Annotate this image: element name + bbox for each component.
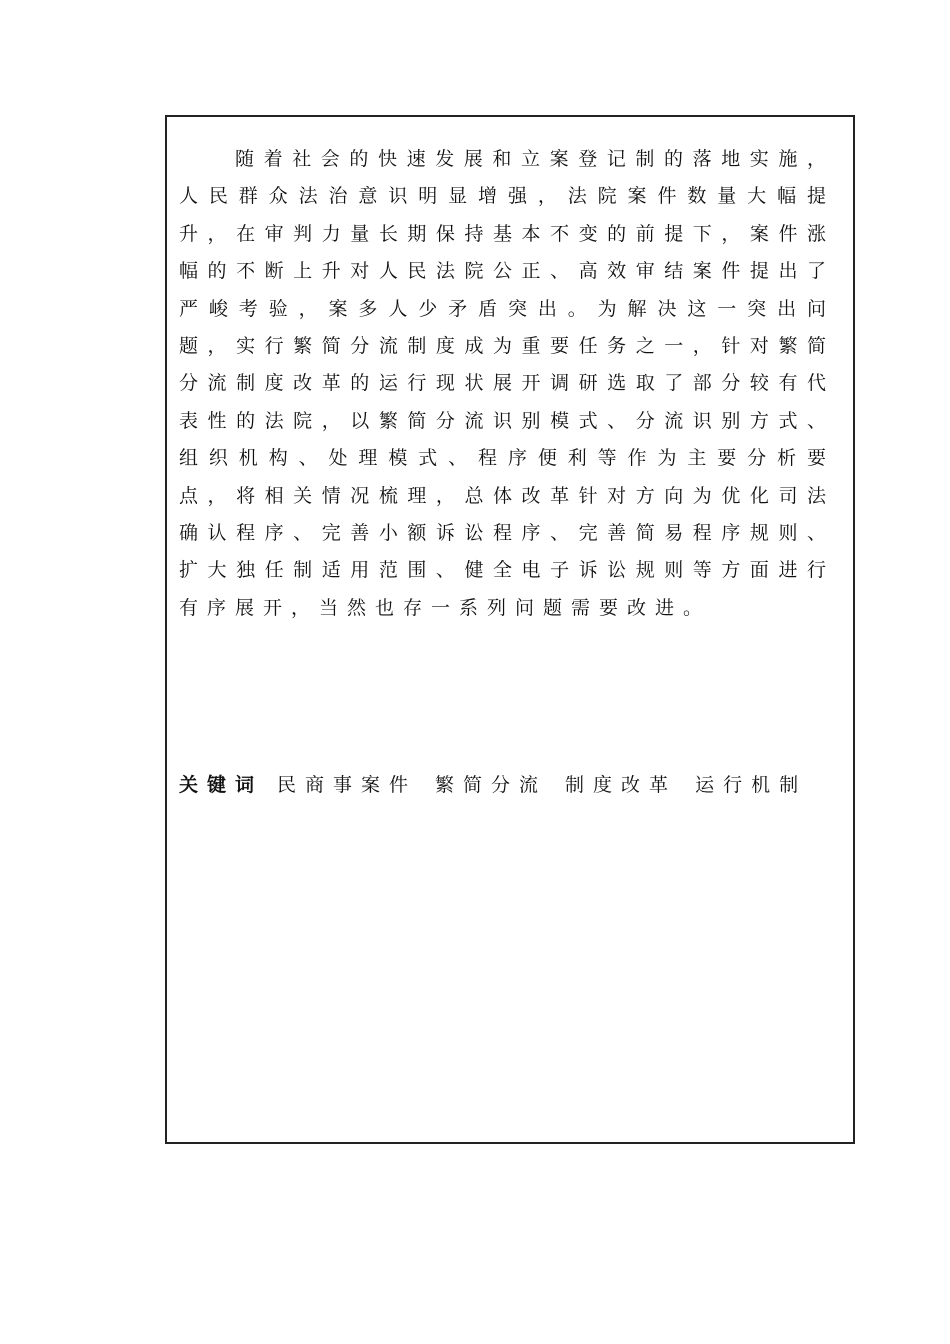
keyword-item: 民商事案件	[277, 774, 418, 796]
keyword-item: 制度改革	[565, 774, 678, 796]
keyword-item: 繁简分流	[435, 774, 548, 796]
keywords-line	[179, 767, 835, 804]
abstract-frame	[165, 115, 855, 1144]
keywords-label: 关键词	[179, 774, 264, 796]
abstract-paragraph: 随着社会的快速发展和立案登记制的落地实施，人民群众法治意识明显增强，法院案件数量大幅提升，在审判力量长期保持基本不变的前提下，案件涨幅的不断上升对人民法院公正、高效审结案件提出了严峻考验，案多人少矛盾突出。为解决这一突出问题，实行繁简分流制度成为重要任务之一，针对繁简分流制度改革的运行现状展开调研选取了部分较有代表性的法院，以繁简分流识别模式、分流识别方式、组织机构、处理模式、程序便利等作为主要分析要点，将相关情况梳理，总体改革针对方向为优化司法确认程序、完善小额诉讼程序、完善简易程序规则、扩大独任制适用范围、健全电子诉讼规则等方面进行有序展开，当然也存一系列问题需要改进。	[179, 148, 835, 619]
keyword-item: 运行机制	[695, 774, 808, 796]
